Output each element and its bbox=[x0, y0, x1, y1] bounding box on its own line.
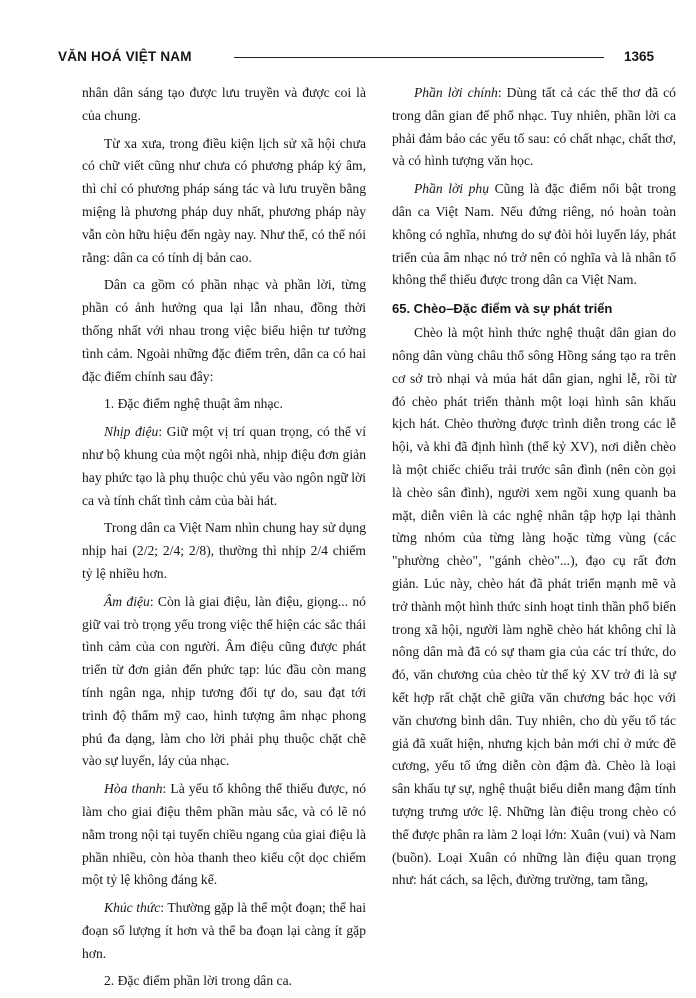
term-label: Âm điệu bbox=[104, 593, 150, 609]
paragraph bbox=[82, 133, 366, 270]
paragraph bbox=[82, 393, 366, 416]
paragraph bbox=[82, 970, 366, 993]
paragraph bbox=[82, 421, 366, 512]
paragraph-text: Chèo là một hình thức nghệ thuật dân gian do nông dân vùng châu thổ sông Hồng sáng tạo ra trên cơ sở trò nhại và múa hát dân gian, nghi lễ, rồi từ đó chèo phát triển thành một loại hình sân khấu kịch hát. Chèo thường được trình diễn trong các lễ hội, và khi đã định hình (thế kỷ XV), nơi diễn chèo là một chiếc chiếu trải trước sân đình (nên còn gọi là chèo sân đình), người xem ngồi xung quanh ba mặt, diễn viên là các nghệ nhân tập hợp lại thành từng nhóm của từng làng hoặc từng vùng (các "phường chèo", "gánh chèo"...), đạo cụ rất đơn giản. Lúc này, chèo hát đã phát triển mạnh mẽ và trở thành một hình thức sinh hoạt tinh thần phổ biến trong xã hội, người làm nghề chèo hát không chỉ là nông dân mà đã có sự tham gia của các trí thức, do đó, văn chương của chèo từ thế kỷ XV trở đi là sự kết hợp rất chặt chẽ giữa văn chương bác học với văn chương bình dân. Tuy nhiên, cho dù yếu tố tác giả đã xuất hiện, nhưng kịch bản mới chỉ ở mức đề cương, yếu tố ứng diễn còn đậm đà. Chèo là loại sân khấu tự sự, nghệ thuật biểu diễn mang đậm tính tượng trưng ước lệ. Những làn điệu trong chèo có thể được phân ra làm 2 loại lớn: Xuân (vui) và Nam (buồn). Loại Xuân có những làn điệu quan trọng như: hát cách, sa lệch, đường trường, tam tầng, bbox=[392, 325, 676, 888]
paragraph-text: : Thường gặp là thể một đoạn; thể hai đoạn số lượng ít hơn và thể ba đoạn lại càng ít gặp hơn. bbox=[82, 900, 366, 961]
term-label: Phần lời chính bbox=[414, 85, 498, 100]
section-heading: 65. Chèo–Đặc điểm và sự phát triển bbox=[392, 301, 613, 317]
term-label: Nhịp điệu bbox=[104, 424, 159, 440]
term-label: Phần lời phụ bbox=[414, 181, 490, 197]
running-header bbox=[58, 47, 654, 71]
page-number: 1365 bbox=[623, 49, 654, 64]
paragraph-text: : Giữ một vị trí quan trọng, có thể ví như bộ khung của một ngôi nhà, nhịp điệu đơn giản hay phức tạo là phụ thuộc chủ yếu vào ngôn ngữ lời ca và tính chất tình cảm của bài hát. bbox=[82, 424, 366, 508]
book-title: VĂN HOÁ VIỆT NAM bbox=[58, 49, 192, 64]
term-label: Hòa thanh bbox=[104, 781, 163, 797]
paragraph bbox=[82, 82, 366, 128]
paragraph-text: 1. Đặc điểm nghệ thuật âm nhạc. bbox=[104, 396, 283, 412]
paragraph-text: 2. Đặc điểm phần lời trong dân ca. bbox=[104, 973, 293, 989]
paragraph-text: Từ xa xưa, trong điều kiện lịch sử xã hội chưa có chữ viết cũng như chưa có phương pháp ký âm, thì chỉ có phương pháp sáng tác và lưu truyền bằng miệng là phương pháp duy nhất, phương pháp này vẫn còn hữu hiệu đến ngày nay. Như thế, có thể nói rằng: dân ca có tính dị bản cao. bbox=[82, 135, 366, 265]
paragraph bbox=[82, 778, 366, 892]
term-label: Khúc thức bbox=[104, 900, 161, 916]
paragraph-text: : Còn là giai điệu, làn điệu, giọng... nó giữ vai trò trọng yếu trong việc thể hiện các sắc thái tình cảm của con người. Âm điệu cũng được phát triển từ đơn giản đến phức tạp: lúc đầu còn mang tính ngân nga, nhịp tương đối tự do, sau đạt tới trình độ thẩm mỹ cao, hình tượng âm nhạc phong phú đa dạng, làm cho lời phải phụ thuộc chặt chẽ vào sự luyến, láy của nhạc. bbox=[82, 593, 366, 769]
paragraph-text: : Là yếu tố không thể thiếu được, nó làm cho giai điệu thêm phần màu sắc, và có lẽ nó nằm trong nội tại tuyến chiều ngang của giai điệu là phần nhiều, còn hòa thanh theo kiểu cột dọc chiếm một tỷ lệ không đáng kể. bbox=[82, 781, 367, 888]
paragraph-text: Trong dân ca Việt Nam nhìn chung hay sử dụng nhịp hai (2/2; 2/4; 2/8), thường thì nhịp 2/4 chiếm tỷ lệ nhiều hơn. bbox=[82, 520, 366, 581]
paragraph bbox=[82, 274, 366, 388]
paragraph-text: nhân dân sáng tạo được lưu truyền và được coi là của chung. bbox=[82, 85, 366, 123]
paragraph bbox=[82, 897, 366, 965]
right-column bbox=[392, 82, 676, 897]
header-rule bbox=[234, 57, 604, 58]
paragraph-text: : Dùng tất cả các thể thơ đã có trong dân gian để phổ nhạc. Tuy nhiên, phần lời ca phải đảm bảo các yếu tố sau: có chất nhạc, chất thơ, và có hình tượng văn học. bbox=[392, 85, 676, 169]
paragraph-text: Cũng là đặc điểm nổi bật trong dân ca Việt Nam. Nếu đứng riêng, nó hoàn toàn không có nghĩa, nhưng do sự đòi hỏi luyến láy, phát triển của âm nhạc nó trở nên có nghĩa và là nhân tố không thể thiếu được trong dân ca Việt Nam. bbox=[392, 181, 676, 288]
paragraph-text: Dân ca gồm có phần nhạc và phần lời, từng phần có ảnh hưởng qua lại lẫn nhau, đồng thời thống nhất với nhau trong việc biểu hiện tư tưởng tình cảm. Ngoài những đặc điểm trên, dân ca có hai đặc điểm chính sau đây: bbox=[82, 277, 366, 384]
paragraph bbox=[82, 517, 366, 585]
paragraph bbox=[392, 82, 676, 173]
left-column bbox=[82, 82, 366, 998]
paragraph bbox=[392, 322, 676, 892]
paragraph bbox=[82, 591, 366, 773]
paragraph bbox=[392, 178, 676, 292]
